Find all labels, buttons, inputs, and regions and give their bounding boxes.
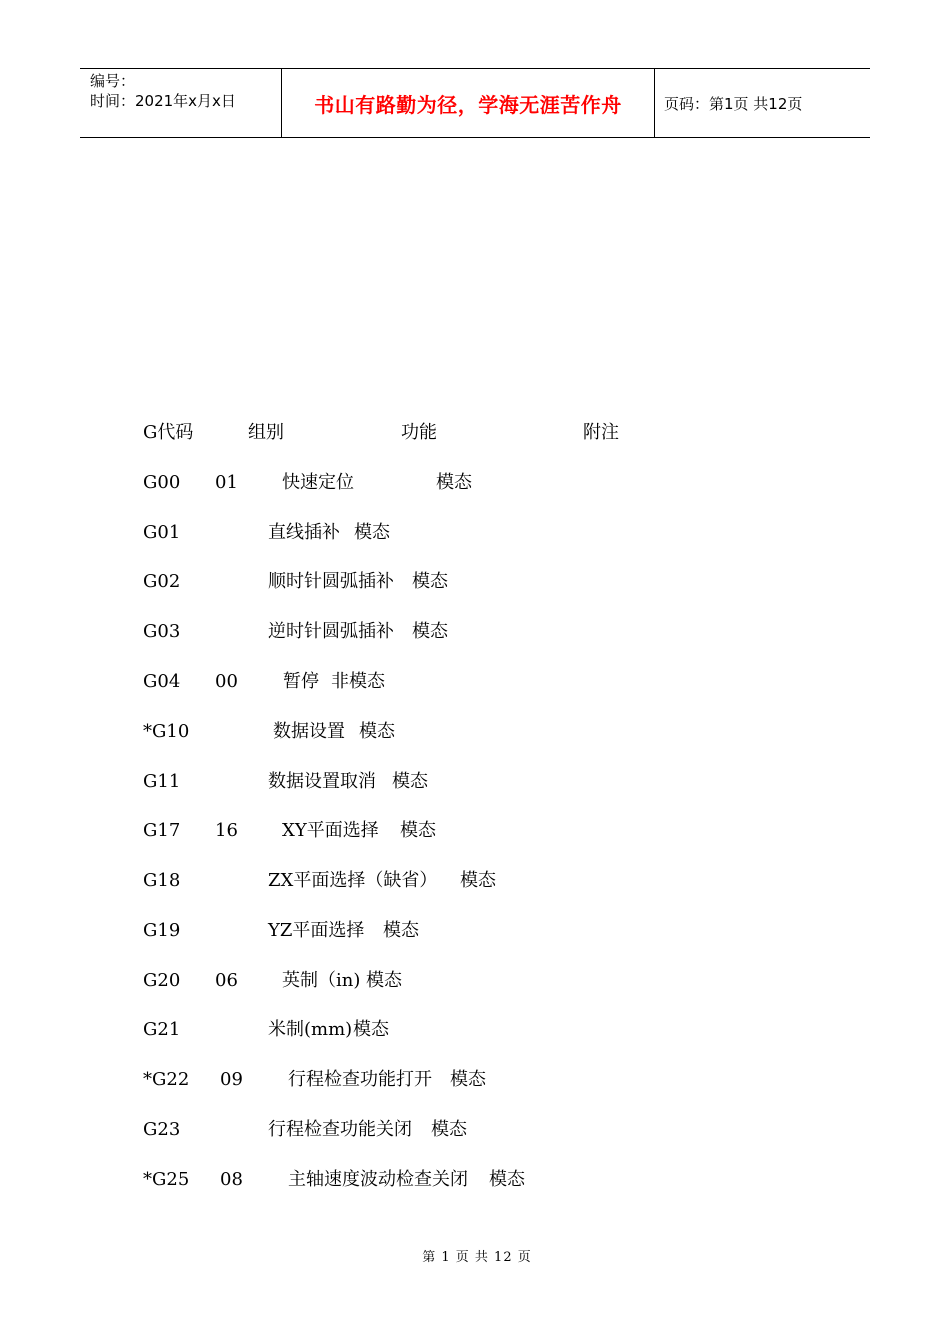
note: 模态 bbox=[460, 870, 496, 891]
function: XY平面选择 bbox=[282, 820, 379, 841]
column-header-function: 功能 bbox=[401, 422, 437, 443]
column-header-code: G代码 bbox=[143, 422, 194, 443]
function: 主轴速度波动检查关闭 bbox=[288, 1169, 468, 1190]
function: ZX平面选择（缺省） bbox=[268, 870, 438, 891]
gcode: G03 bbox=[143, 621, 181, 642]
column-header-group: 组别 bbox=[248, 422, 284, 443]
note: 模态 bbox=[383, 920, 419, 941]
note: 模态 bbox=[431, 1119, 467, 1140]
document-time: 时间：2021年x月x日 bbox=[90, 92, 236, 110]
function: 快速定位 bbox=[282, 472, 354, 493]
note: 模态 bbox=[400, 820, 436, 841]
gcode: G04 bbox=[143, 671, 181, 692]
gcode: G00 bbox=[143, 472, 181, 493]
note: 模态 bbox=[366, 970, 402, 991]
note: 模态 bbox=[489, 1169, 525, 1190]
gcode: *G22 bbox=[143, 1069, 190, 1090]
gcode: G01 bbox=[143, 522, 181, 543]
note: 模态 bbox=[353, 1019, 389, 1040]
note: 模态 bbox=[412, 571, 448, 592]
function: 暂停 bbox=[283, 671, 319, 692]
function: 行程检查功能打开 bbox=[288, 1069, 432, 1090]
footer-page-number: 第 1 页 共 12 页 bbox=[422, 1250, 532, 1265]
gcode: G17 bbox=[143, 820, 181, 841]
function: 英制（in) bbox=[282, 970, 361, 991]
gcode: G11 bbox=[143, 771, 181, 792]
column-header-note: 附注 bbox=[583, 422, 619, 443]
header-page-cell bbox=[655, 69, 870, 137]
document-number: 编号： bbox=[90, 72, 136, 90]
gcode: *G25 bbox=[143, 1169, 190, 1190]
function: 数据设置取消 bbox=[268, 771, 376, 792]
gcode: G23 bbox=[143, 1119, 181, 1140]
function: 逆时针圆弧插补 bbox=[268, 621, 394, 642]
header-motto: 书山有路勤为径，学海无涯苦作舟 bbox=[314, 92, 622, 117]
group: 16 bbox=[215, 820, 238, 841]
page-header bbox=[80, 68, 870, 138]
note: 模态 bbox=[359, 721, 395, 742]
function: YZ平面选择 bbox=[268, 920, 365, 941]
gcode: G19 bbox=[143, 920, 181, 941]
group: 09 bbox=[220, 1069, 243, 1090]
header-meta bbox=[80, 69, 282, 137]
gcode: G02 bbox=[143, 571, 181, 592]
gcode: G20 bbox=[143, 970, 181, 991]
group: 01 bbox=[215, 472, 238, 493]
group: 08 bbox=[220, 1169, 243, 1190]
gcode: G18 bbox=[143, 870, 181, 891]
group: 06 bbox=[215, 970, 238, 991]
page-footer bbox=[0, 1246, 950, 1265]
header-motto-cell bbox=[282, 69, 655, 137]
note: 模态 bbox=[450, 1069, 486, 1090]
function: 顺时针圆弧插补 bbox=[268, 571, 394, 592]
note: 模态 bbox=[354, 522, 390, 543]
function: 行程检查功能关闭 bbox=[268, 1119, 412, 1140]
note: 模态 bbox=[412, 621, 448, 642]
gcode: *G10 bbox=[143, 721, 190, 742]
note: 非模态 bbox=[331, 671, 385, 692]
note: 模态 bbox=[392, 771, 428, 792]
note: 模态 bbox=[436, 472, 472, 493]
group: 00 bbox=[215, 671, 238, 692]
function: 直线插补 bbox=[268, 522, 340, 543]
header-page-number: 页码：第1页 共12页 bbox=[664, 94, 803, 113]
function: 米制(mm) bbox=[268, 1019, 353, 1040]
gcode: G21 bbox=[143, 1019, 181, 1040]
function: 数据设置 bbox=[273, 721, 345, 742]
